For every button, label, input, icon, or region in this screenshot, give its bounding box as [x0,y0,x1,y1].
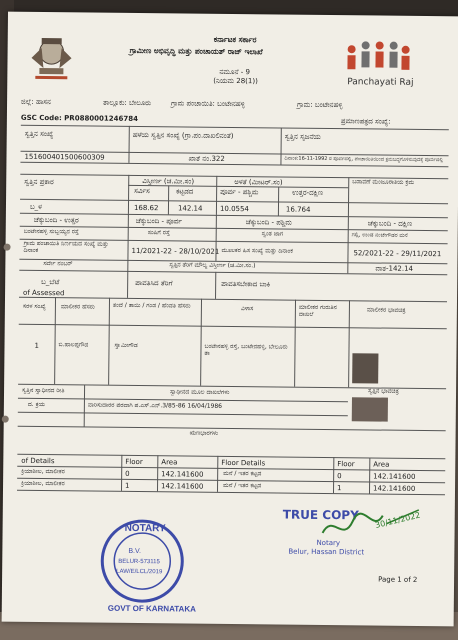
taluk: ತಾಲ್ಲೂಕು: ಬೇಲೂರು [103,98,152,108]
building-area: 142.14 [177,204,203,213]
gsc-code: GSC Code: PR0880001246784 [20,113,139,124]
site-area: 168.62 [133,203,159,213]
table-line [294,300,296,387]
page-number: Page 1 of 2 [378,575,418,584]
measurement-label: ಅಳತೆ (ಮೀಟರ್.ಸಂ) [234,178,283,187]
table-line [128,214,129,240]
paid-tax-label: ಪಾವತಿಸಿದ ತೆರಿಗೆ [135,278,173,288]
karnataka-emblem [23,28,80,85]
table-line [128,126,129,163]
stamp-govt-text: GOVT OF KARNATAKA [107,603,196,614]
resolution-period: 11/2021-22 - 28/10/2021 [131,246,220,256]
table-line [121,455,122,491]
stamp-place: BELUR-573115 [118,558,160,566]
owner-id-header: ಮಾಲೀಕರ ಗುರುತಿನ ದಾಖಲೆ [298,303,337,318]
table-line [54,297,56,384]
property-id-label: ಸ್ವತ್ತಿನ ಸಂಖ್ಯೆ [24,129,54,139]
encumbrances-label: ಋಣಭಾರಗಳು [189,429,219,437]
floor-row-type: ಕ್ರಿಯಾಶೀಲ, ಮಾಲೀಕರ [21,467,65,476]
old-property-no-label: ಹಳೆಯ ಸ್ವತ್ತಿನ ಸಂಖ್ಯೆ (ಗ್ರಾ.ಪಂ.ದಾಖಲಿನಂತೆ) [132,130,234,141]
table-line [20,213,448,218]
binder-hole [4,244,11,251]
acquisition-detail: ವಾರಿಸುದಾರರ ಪರವಾಗಿ ಪ.ಎಸ್.ಎನ್.3/85-86 16/04/1986 [87,401,223,410]
table-line [127,240,128,260]
acquisition-docs-label: ಸ್ವಾಧೀನದ ಮೂಲ ದಾಖಲೆಗಳು [170,388,230,396]
table-line [348,216,349,242]
table-line [157,455,158,491]
floor-row-type: ಕ್ರಿಯಾಶೀಲ, ಮಾಲೀಕರ [21,479,65,488]
east-west-label: ಪೂರ್ವ - ಪಶ್ಚಿಮ [220,187,259,197]
tax-area-label: ಸ್ವತ್ತಿನ ತೆರಿಗೆ ಮೌಲ್ಯ ವಿಸ್ತೀರ್ಣ (ಚ.ಮೀ.ಸಂ.) [169,261,256,270]
west-boundary-label: ಚೆಕ್ಕುಬಂದಿ - ಪಶ್ಚಿಮ [245,218,292,227]
assessed-label: ಬ_ಬೆಟೆ [41,277,60,287]
order-label: ಮೂಲಕರ ಹಿಸ ಸಂಖ್ಯೆ ಮತ್ತು ದಿನಾಂಕ [221,246,294,255]
layout-approval-label: ಬಡಾವಣೆ ಮಂಜೂರಾತಿಯ ಕ್ರಮ [352,178,415,186]
gram-panchayat: ಗ್ರಾಮ ಪಂಚಾಯಿತಿ: ಬಂಟೇನಹಳ್ಳಿ [171,99,245,109]
table-line [369,457,370,493]
property-id: 151600401500600309 [24,152,105,162]
old-property-no: ಖಾತೆ ನಂ.322 [188,154,225,163]
table-line [216,215,217,241]
table-line [217,456,218,492]
table-line [215,272,216,299]
south-boundary-label: ಚೆಕ್ಕುಬಂದಿ - ದಕ್ಷಿಣ [367,219,413,228]
table-line [127,271,128,298]
north-south-value: 16.764 [285,205,311,214]
table-line [333,457,334,493]
table-line [127,260,128,271]
owner-father: ಸ್ವಾಮೀಗೌಡ [114,341,138,350]
stamp-notary-name: B.V. [128,547,141,556]
binder-hole [2,416,9,423]
owner-name: ಬಿ.ಹಾಲಪ್ಪಗೌಡ [58,341,89,349]
table-line [18,412,348,416]
north-boundary-label: ಚೆಕ್ಕುಬಂದಿ - ಉತ್ತರ [33,215,79,225]
owner-serial: 1 [34,341,40,350]
table-line [348,177,349,202]
floor-row-area: 142.141600 [161,470,204,479]
survey-label: ಸರ್ವೇ ನಂಬರ್ [43,260,73,268]
table-line [84,384,85,426]
tax-area-value: ವಾತ-142.14 [375,264,414,273]
floor-details-header: of Details [21,456,55,466]
floor-row-floor: 0 [125,469,130,478]
west-boundary: ಸ್ವಂತ ಜಾಗ [261,230,284,238]
table-line [168,200,169,214]
table-line [216,201,217,215]
floor-row-floor: 1 [125,481,130,490]
north-boundary: ಬಂಟೇನಹಳ್ಳಿ ಸುಬ್ಬಯ್ಯನ ರಸ್ತೆ [23,227,79,236]
table-line [278,201,279,215]
stamp-reg-no: LAW/E/LCL/2019 [116,568,163,576]
floor-row-details: ಮನೆ / ಇತರ ಕಟ್ಟಡ [223,469,262,478]
of-assessed: of Assessed [23,288,65,298]
relation-name-header: ತಂದೆ / ತಾಯಿ / ಗಂಡ / ಹೆಂಡತಿ ಹೆಸರು [112,301,191,310]
document-sheet [2,12,458,627]
notary-round-stamp [94,515,235,626]
south-boundary: ಗಲ್ಲಿ, ಉಂಡ ನಂಜೇಗೌಡರ ಮನೆ [351,232,408,239]
true-copy-text: TRUE COPY [282,507,359,523]
owner-photo [352,353,378,383]
panchayati-raj-text: Panchayati Raj [347,77,414,88]
floor-row-floor-2: 1 [336,484,342,493]
table-line [348,300,350,387]
table-line [20,199,448,204]
floor-row-area: 142.141600 [161,482,204,491]
owner-name-header: ಮಾಲೀಕರ ಹೆಸರು [60,303,95,311]
property-created-label: ಸ್ವತ್ತಿನ ಸೃಜನೆಯ [284,132,321,141]
department-title: ಗ್ರಾಮೀಣ ಅಭಿವೃದ್ಧಿ ಮತ್ತು ಪಂಚಾಯತ್ ರಾಜ್ ಇಲಾಖೆ [129,45,263,57]
acquisition-label: ಸ್ವತ್ತಿನ ಸ್ವಾಧೀನದ ರೀತಿ [22,386,65,395]
signature-date: 30/11/2022 [374,510,422,530]
table-line [19,324,447,329]
owner-address: ಬಂಟೇನಹಳ್ಳಿ ರಸ್ತೆ, ಬಂಟೇನಹಳ್ಳಿ, ಬೇಲೂರು ತಾ [204,342,288,357]
serial-no-header: ಸರಳ ಸಂಖ್ಯೆ [22,302,46,311]
certificate-number-label: ಪ್ರಮಾಣಪತ್ರದ ಸಂಖ್ಯೆ: [340,117,391,126]
govt-title: ಕರ್ನಾಟಕ ಸರ್ಕಾರ [213,34,257,45]
east-boundary-label: ಚೆಕ್ಕುಬಂದಿ - ಪೂರ್ವ [135,216,182,226]
area-sub-building: ಕಟ್ಟಡದ [176,187,194,196]
floor-header-2: Floor [337,460,355,469]
table-line [168,185,169,200]
floor-row-details: ಮನೆ / ಇತರ ಕಟ್ಟಡ [223,481,262,490]
table-line [347,262,348,273]
table-line [347,242,348,262]
table-line [128,175,129,200]
east-boundary: ಸಂಪಿಗೆ ರಸ್ತೆ [147,229,170,237]
property-type: ಬ_ಳ [29,202,43,211]
rule-number: (ನಿಯಮ 28(1)) [213,76,258,86]
table-line [108,298,110,385]
area-sub-site: ಸರ್ವಿಸ [134,186,150,196]
area-header: Area [161,458,178,467]
table-line [216,176,217,201]
form-number: ನಮೂನೆ - 9 [219,67,251,77]
floor-row-area-2: 142.141600 [372,484,416,493]
owner-photo-header: ಮಾಲೀಕರ ಭಾವಚಿತ್ರ [366,306,406,314]
property-type-label: ಸ್ವತ್ತಿನ ಪ್ರಕಾರ [24,177,54,187]
resolution-label: ಗ್ರಾಮ ಪಂಚಾಯಿತಿ ನಿರ್ಣಯದ ಸಂಖ್ಯೆ ಮತ್ತು ದಿನಾಂಕ [23,239,109,254]
floor-row-floor-2: 0 [337,472,342,481]
address-header: ವಿಳಾಸ [240,305,254,313]
table-line [128,200,129,214]
table-line [18,426,446,431]
property-photo [352,397,388,421]
table-line [200,299,202,386]
table-line [278,186,279,201]
floor-header: Floor [125,457,143,467]
acquisition-type: ದ. ಕ್ರಯ [27,400,46,409]
area-header-2: Area [373,460,390,469]
village: ಗ್ರಾಮ: ಬಂಟೇನಹಳ್ಳಿ [297,100,343,110]
floor-row-area-2: 142.141600 [373,472,416,481]
floor-details-header-2: Floor Details [221,458,266,468]
notary-label: Notary [316,538,341,548]
table-line [19,297,447,302]
property-photo-label: ಸ್ವತ್ತಿನ ಭಾವಚಿತ್ರ [368,387,399,395]
stamp-notary-text: NOTARY [124,522,166,535]
table-line [348,202,349,216]
north-south-label: ಉತ್ತರ-ದಕ್ಷಿಣ [292,188,324,197]
east-west-value: 10.0554 [219,204,249,214]
area-label: ವಿಸ್ತೀರ್ಣ (ಚ.ಮೀ.ಸಂ) [142,177,195,186]
order-period: 52/2021-22 - 29/11/2021 [353,249,442,259]
district: ಜಿಲ್ಲೆ: ಹಾಸನ [21,97,51,107]
table-line [280,127,281,164]
notary-location: Belur, Hassan District [288,547,365,557]
property-created: ದಿನಾಂಕ:16-11-1992 ರ ಪೂರ್ವದಲ್ಲಿ, ಪಂಚಾಯಿತಿಯಿಂದ ಕ್ರಮಬದ್ಧಗೊಳಿಸುವುದಕ್ಕೆ ಪೂರ್ವದಲ್ಲಿ [284,155,444,164]
balance-due-label: ಪಾವತಿಸಬೇಕಾದ ಬಾಕಿ [221,279,271,289]
